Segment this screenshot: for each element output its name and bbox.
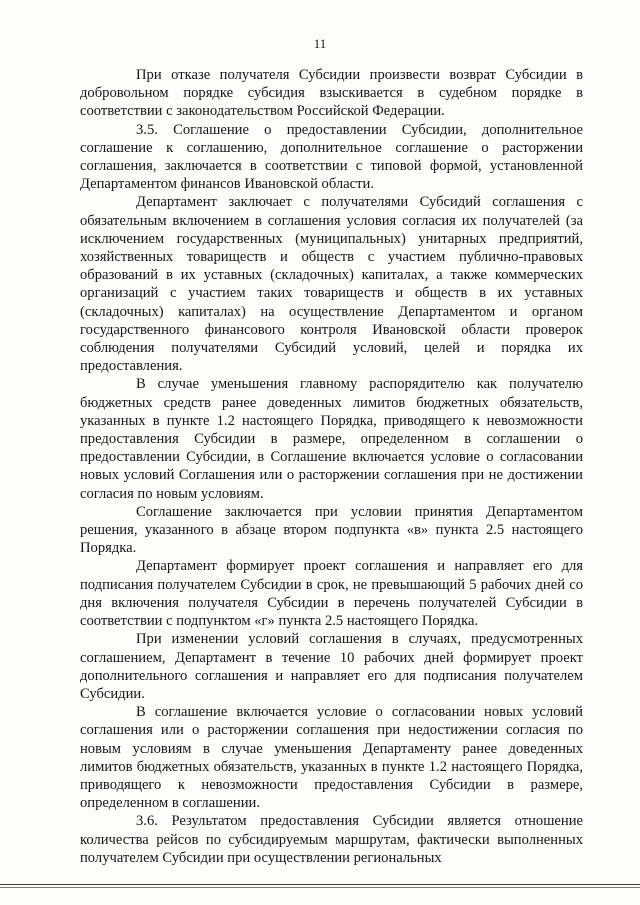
paragraph-3-6-result: 3.6. Результатом предоставления Субсидии является отношение количества рейсов по субсидируемым маршрутам, фактически выполненных получателем Субсидии при осуществлении региональных bbox=[80, 813, 583, 866]
document-body bbox=[80, 66, 583, 867]
bottom-scan-edge-line-secondary bbox=[0, 887, 640, 888]
paragraph-consent-condition: Департамент заключает с получателями Субсидий соглашения с обязательным включением в соглашения условия согласия их получателей (за исключением государственных (муниципальных) унитарных предприятий, хозяйственных товариществ и обществ с участием публично-правовых образований в их уставных (складочных) капиталах, а также коммерческих организаций с участием таких товариществ и обществ в их уставных (складочных) капиталах) на осуществление Департаментом и органом государственного финансового контроля Ивановской области проверок соблюдения получателями Субсидий условий, целей и порядка их предоставления. bbox=[80, 194, 583, 375]
paragraph-draft-agreement: Департамент формирует проект соглашения и направляет его для подписания получателем Субсидии в срок, не превышающий 5 рабочих дней со дня включения получателя Субсидии в перечень получателей Субсидии в соответствии с подпунктом «г» пункта 2.5 настоящего Порядка. bbox=[80, 558, 583, 630]
page-number: 11 bbox=[313, 36, 327, 51]
paragraph-agreement-condition: Соглашение заключается при условии принятия Департаментом решения, указанного в абзаце втором подпункта «в» пункта 2.5 настоящего Порядка. bbox=[80, 503, 583, 557]
paragraph-amendment: При изменении условий соглашения в случаях, предусмотренных соглашением, Департамент в течение 10 рабочих дней формирует проект дополнительного соглашения и направляет его для подписания получателем Субсидии. bbox=[80, 631, 583, 702]
bottom-scan-edge-line bbox=[0, 884, 640, 885]
paragraph-3-5-agreement-form: 3.5. Соглашение о предоставлении Субсидии, дополнительное соглашение к соглашению, дополнительное соглашение о расторжении соглашения, заключается в соответствии с типовой формой, установленной Департаментом финансов Ивановской области. bbox=[80, 121, 583, 193]
paragraph-refund: При отказе получателя Субсидии произвести возврат Субсидии в добровольном порядке субсидия взыскивается в судебном порядке в соответствии с законодательством Российской Федерации. bbox=[80, 67, 583, 120]
paragraph-new-terms: В соглашение включается условие о согласовании новых условий соглашения или о расторжении соглашения при недостижении согласия по новым условиям в случае уменьшения Департаменту ранее доведенных лимитов бюджетных обязательств, указанных в пункте 1.2 настоящего Порядка, приводящего к невозможности предоставления Субсидии в размере, определенном в соглашении. bbox=[80, 704, 583, 812]
paragraph-limit-reduction: В случае уменьшения главному распорядителю как получателю бюджетных средств ранее доведенных лимитов бюджетных обязательств, указанных в пункте 1.2 настоящего Порядка, приводящего к невозможности предоставления Субсидии в размере, определенном в соглашении о предоставлении Субсидии, в Соглашение включается условие о согласовании новых условий Соглашения или о расторжении соглашения при не достижении согласия по новым условиям. bbox=[80, 376, 583, 502]
